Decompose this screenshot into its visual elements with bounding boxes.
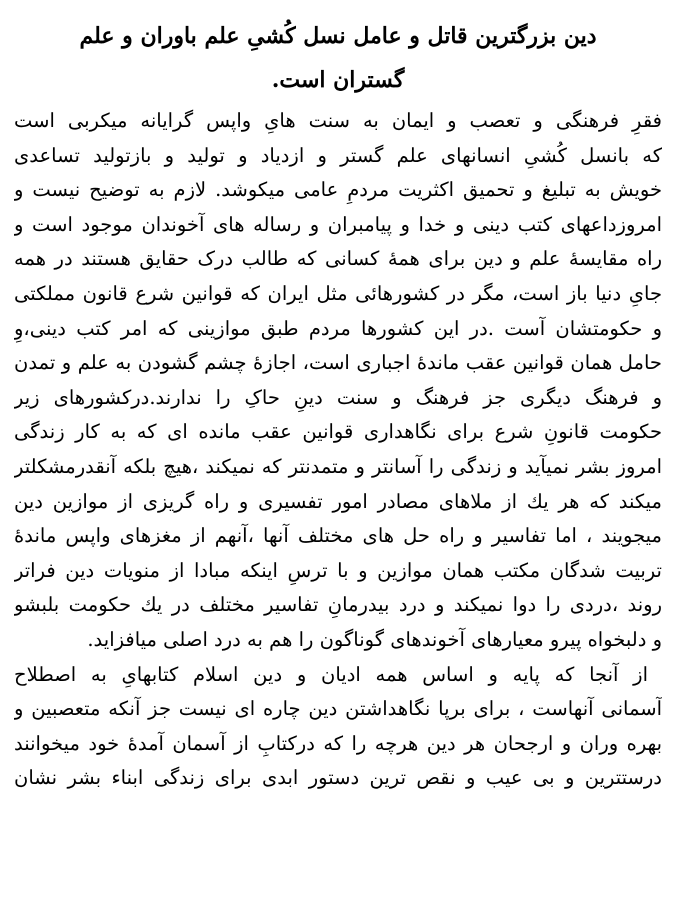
paragraph-2: [14, 658, 662, 796]
text-line: راه مقایسهٔ علم و دین برای همهٔ کسانی که طالب درک حقایق هستند در همه: [14, 247, 662, 271]
text-line: امروز بشر نمیآید و زندگی را آسانتر و متمدنتر که نمیکند ،هیچ بلکه آنقدرمشکلتر: [14, 454, 662, 478]
text-line: جایِ دنیا باز است، مگر در کشورهائی مثل ایران که قوانین شرع قانون مملکتی: [14, 281, 662, 305]
text-line: امروزداعهای کتب دینی و خدا و پیامبران و رساله های آخوندان موجود است و: [14, 212, 662, 236]
text-line: و حکومتشان آست .در این کشورها مردم طبق موازینی که امر کتب دینی،وِ: [14, 316, 662, 340]
text-line: آسمانی آنهاست ، برای برپا نگاهداشتن دین چاره ای نیست جز آنکه متعصبین و: [14, 697, 662, 721]
text-line: و دلبخواه پیرو معیارهای آخوندهای گوناگون را هم به درد اصلی میافزاید.: [87, 627, 662, 651]
text-line: تربیت شدگان مکتب همان موازین و با ترسِ اینکه مبادا از منویات دین فراتر: [14, 558, 662, 582]
title-line-2: گستران است.: [271, 67, 405, 93]
text-line: درستترین و بی عیب و نقص ترین دستور ابدی برای زندگی ابناء بشر نشان: [14, 766, 662, 790]
text-line: میجویند ، اما تفاسیر و راه حل های مختلف آنها ،آنهم از مغزهای واپس ماندهٔ: [14, 524, 662, 548]
text-line: فقرِ فرهنگی و تعصب و ایمان به سنت هایِ واپس گرایانه میکربی است: [14, 109, 662, 132]
document-body: [14, 104, 662, 796]
text-line: میکند که هر یك از ملاهای مصادر امور تفسیری و راه گریزی از موازین دین: [14, 489, 662, 513]
text-line: بهره وران و ارجحان هر دین هرچه را که درکتابِ از آسمان آمدهٔ خود میخوانند: [14, 731, 662, 755]
text-line: از آنجا که پایه و اساس همه ادیان و دین اسلام کتابهایِ به اصطلاح: [14, 662, 648, 686]
text-line: که بانسل کُشیِ انسانهای علم گستر و ازدیاد و تولید و بازتولید تساعدی: [14, 143, 662, 167]
title-line-1: دین بزرگترین قاتل و عامل نسل کُشیِ علم باوران و علم: [79, 23, 597, 49]
text-line: خویش به تبلیغ و تحمیق اکثریت مردمِ عامی میکوشد. لازم به توضیح نیست و: [14, 178, 662, 202]
document-title: [14, 14, 662, 102]
text-line: حامل همان قوانین عقب ماندهٔ اجباری است، اجازهٔ چشم گشودن به علم و تمدن: [14, 351, 662, 375]
paragraph-1: [14, 104, 662, 658]
text-line: روند ،دردی را دوا نمیکند و درد بیدرمانِ تفاسیر مختلف در یك حکومت بلبشو: [14, 593, 662, 617]
text-line: حکومت قانونِ شرع برای نگاهداری قوانین عقب مانده ای که به کار زندگی: [14, 420, 662, 444]
text-line: و فرهنگ دیگری جز فرهنگ و سنت دینِ حاکِ را ندارند.درکشورهای زیر: [14, 385, 662, 409]
